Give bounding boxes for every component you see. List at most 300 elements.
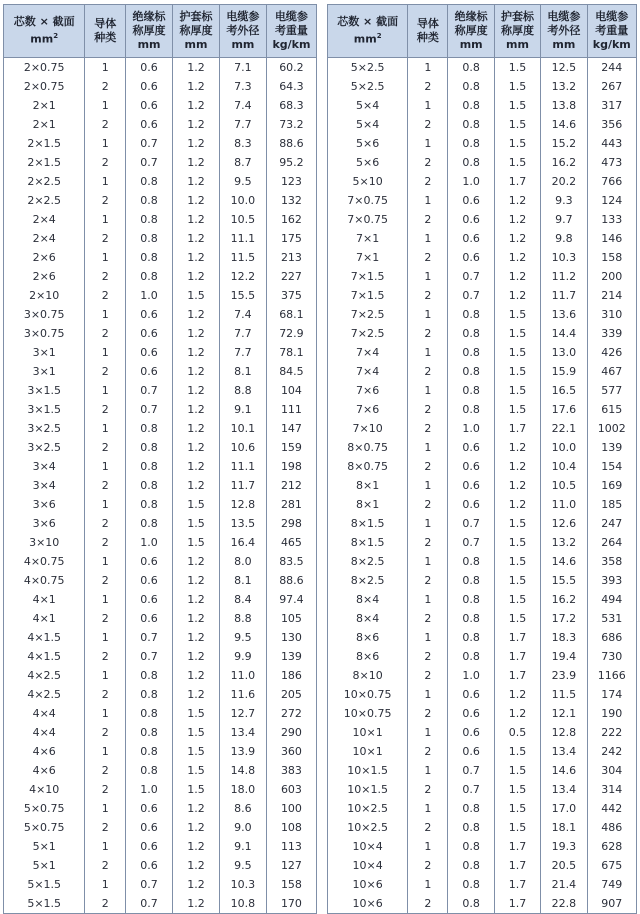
table-row bbox=[4, 96, 317, 115]
cell-spec: 5×1 bbox=[4, 837, 85, 856]
table-row bbox=[4, 514, 317, 533]
cell-weight: 730 bbox=[587, 647, 636, 666]
cell-outer-diameter: 13.0 bbox=[541, 343, 587, 362]
table-row bbox=[4, 343, 317, 362]
cell-insulation: 0.7 bbox=[448, 267, 494, 286]
cell-spec: 4×0.75 bbox=[4, 571, 85, 590]
cell-conductor-type: 2 bbox=[408, 457, 448, 476]
cell-conductor-type: 1 bbox=[408, 96, 448, 115]
cell-weight: 577 bbox=[587, 381, 636, 400]
cell-outer-diameter: 11.1 bbox=[219, 457, 266, 476]
cell-conductor-type: 2 bbox=[85, 324, 126, 343]
cell-outer-diameter: 16.2 bbox=[541, 153, 587, 172]
cell-conductor-type: 2 bbox=[85, 685, 126, 704]
cell-spec: 5×4 bbox=[328, 96, 408, 115]
cell-sheath: 1.2 bbox=[173, 476, 220, 495]
cell-sheath: 1.7 bbox=[494, 628, 540, 647]
cell-spec: 4×10 bbox=[4, 780, 85, 799]
cell-weight: 310 bbox=[587, 305, 636, 324]
cell-sheath: 1.2 bbox=[173, 609, 220, 628]
cell-sheath: 1.5 bbox=[494, 134, 540, 153]
cell-spec: 7×4 bbox=[328, 362, 408, 381]
cell-conductor-type: 1 bbox=[408, 514, 448, 533]
cell-outer-diameter: 7.7 bbox=[219, 115, 266, 134]
cell-sheath: 1.5 bbox=[494, 153, 540, 172]
cell-outer-diameter: 7.1 bbox=[219, 58, 266, 78]
cell-outer-diameter: 12.6 bbox=[541, 514, 587, 533]
cell-insulation: 1.0 bbox=[126, 286, 173, 305]
cell-sheath: 1.7 bbox=[494, 837, 540, 856]
cell-insulation: 0.7 bbox=[126, 153, 173, 172]
cell-sheath: 1.2 bbox=[173, 856, 220, 875]
cell-conductor-type: 2 bbox=[408, 894, 448, 914]
cell-outer-diameter: 14.6 bbox=[541, 552, 587, 571]
cell-spec: 8×1 bbox=[328, 495, 408, 514]
cell-insulation: 0.8 bbox=[126, 419, 173, 438]
cell-spec: 3×4 bbox=[4, 457, 85, 476]
cell-spec: 10×2.5 bbox=[328, 799, 408, 818]
cell-outer-diameter: 8.1 bbox=[219, 362, 266, 381]
table-row bbox=[4, 267, 317, 286]
cell-sheath: 1.2 bbox=[173, 191, 220, 210]
cell-sheath: 0.5 bbox=[494, 723, 540, 742]
cell-conductor-type: 2 bbox=[85, 438, 126, 457]
cell-sheath: 1.2 bbox=[173, 381, 220, 400]
cell-conductor-type: 1 bbox=[408, 685, 448, 704]
cell-sheath: 1.2 bbox=[494, 495, 540, 514]
cell-insulation: 0.8 bbox=[126, 191, 173, 210]
spec-table-left bbox=[3, 4, 317, 914]
header-conductor-type bbox=[85, 5, 126, 58]
cell-conductor-type: 1 bbox=[85, 628, 126, 647]
cell-spec: 10×2.5 bbox=[328, 818, 408, 837]
table-row bbox=[4, 875, 317, 894]
cell-spec: 4×2.5 bbox=[4, 685, 85, 704]
header-outer-diameter-unit: mm bbox=[231, 38, 255, 51]
cell-sheath: 1.2 bbox=[173, 305, 220, 324]
cell-sheath: 1.2 bbox=[173, 248, 220, 267]
cell-insulation: 0.8 bbox=[126, 229, 173, 248]
cell-spec: 7×6 bbox=[328, 400, 408, 419]
cell-sheath: 1.2 bbox=[173, 153, 220, 172]
cell-conductor-type: 2 bbox=[85, 761, 126, 780]
cell-insulation: 0.8 bbox=[126, 457, 173, 476]
cell-spec: 7×4 bbox=[328, 343, 408, 362]
cell-weight: 603 bbox=[266, 780, 316, 799]
cell-weight: 281 bbox=[266, 495, 316, 514]
cell-weight: 272 bbox=[266, 704, 316, 723]
cell-conductor-type: 1 bbox=[85, 704, 126, 723]
cell-insulation: 0.8 bbox=[448, 96, 494, 115]
cell-conductor-type: 1 bbox=[85, 58, 126, 78]
cell-weight: 139 bbox=[266, 647, 316, 666]
cell-outer-diameter: 11.7 bbox=[541, 286, 587, 305]
cell-sheath: 1.5 bbox=[494, 305, 540, 324]
cell-spec: 5×0.75 bbox=[4, 818, 85, 837]
cell-sheath: 1.2 bbox=[173, 894, 220, 914]
cell-spec: 4×1.5 bbox=[4, 647, 85, 666]
cell-spec: 8×1.5 bbox=[328, 533, 408, 552]
cell-spec: 2×0.75 bbox=[4, 77, 85, 96]
cell-insulation: 0.6 bbox=[126, 799, 173, 818]
cell-spec: 2×0.75 bbox=[4, 58, 85, 78]
cell-conductor-type: 2 bbox=[85, 115, 126, 134]
cell-insulation: 0.8 bbox=[448, 134, 494, 153]
cell-spec: 4×4 bbox=[4, 723, 85, 742]
cell-spec: 2×2.5 bbox=[4, 172, 85, 191]
cell-outer-diameter: 11.5 bbox=[541, 685, 587, 704]
header-spec bbox=[328, 5, 408, 58]
cell-weight: 73.2 bbox=[266, 115, 316, 134]
cell-outer-diameter: 10.1 bbox=[219, 419, 266, 438]
header-weight bbox=[266, 5, 316, 58]
cell-spec: 2×6 bbox=[4, 248, 85, 267]
cell-insulation: 0.6 bbox=[126, 58, 173, 78]
cell-conductor-type: 2 bbox=[85, 514, 126, 533]
cell-spec: 8×4 bbox=[328, 590, 408, 609]
table-row bbox=[328, 742, 637, 761]
table-row bbox=[4, 286, 317, 305]
table-row bbox=[4, 115, 317, 134]
header-spec-unit: $mm^2$ bbox=[353, 32, 382, 46]
cell-conductor-type: 2 bbox=[408, 780, 448, 799]
header-outer-diameter bbox=[219, 5, 266, 58]
cell-conductor-type: 1 bbox=[408, 875, 448, 894]
cell-insulation: 0.7 bbox=[126, 647, 173, 666]
table-row bbox=[328, 647, 637, 666]
header-weight-label: 电缆参考重量 bbox=[595, 10, 629, 37]
cell-spec: 4×2.5 bbox=[4, 666, 85, 685]
cell-spec: 5×1 bbox=[4, 856, 85, 875]
cell-insulation: 0.7 bbox=[126, 875, 173, 894]
header-insulation-unit: mm bbox=[137, 38, 161, 51]
cell-conductor-type: 1 bbox=[85, 210, 126, 229]
cell-conductor-type: 2 bbox=[85, 400, 126, 419]
table-row bbox=[328, 115, 637, 134]
cell-outer-diameter: 20.5 bbox=[541, 856, 587, 875]
table-row bbox=[328, 96, 637, 115]
table-row bbox=[4, 362, 317, 381]
cell-outer-diameter: 9.5 bbox=[219, 628, 266, 647]
cell-sheath: 1.2 bbox=[173, 571, 220, 590]
table-row bbox=[328, 628, 637, 647]
cell-weight: 190 bbox=[587, 704, 636, 723]
cell-sheath: 1.2 bbox=[173, 96, 220, 115]
cell-sheath: 1.5 bbox=[494, 343, 540, 362]
cell-weight: 290 bbox=[266, 723, 316, 742]
cell-outer-diameter: 13.4 bbox=[541, 742, 587, 761]
cell-weight: 100 bbox=[266, 799, 316, 818]
cell-outer-diameter: 9.9 bbox=[219, 647, 266, 666]
table-row bbox=[328, 761, 637, 780]
table-row bbox=[328, 134, 637, 153]
cell-conductor-type: 1 bbox=[85, 799, 126, 818]
cell-conductor-type: 2 bbox=[408, 286, 448, 305]
cell-weight: 139 bbox=[587, 438, 636, 457]
cell-spec: 10×1 bbox=[328, 742, 408, 761]
cell-insulation: 0.8 bbox=[126, 685, 173, 704]
cell-weight: 615 bbox=[587, 400, 636, 419]
cell-outer-diameter: 10.3 bbox=[541, 248, 587, 267]
cell-conductor-type: 1 bbox=[85, 495, 126, 514]
cell-outer-diameter: 8.8 bbox=[219, 609, 266, 628]
cell-spec: 2×6 bbox=[4, 267, 85, 286]
table-row bbox=[328, 799, 637, 818]
cell-conductor-type: 2 bbox=[408, 704, 448, 723]
cell-outer-diameter: 15.9 bbox=[541, 362, 587, 381]
table-row bbox=[328, 77, 637, 96]
cell-weight: 78.1 bbox=[266, 343, 316, 362]
spec-table-body-right bbox=[328, 58, 637, 914]
cell-sheath: 1.5 bbox=[494, 514, 540, 533]
header-conductor-type-label: 导体种类 bbox=[94, 17, 117, 44]
table-row bbox=[328, 324, 637, 343]
cell-weight: 205 bbox=[266, 685, 316, 704]
cell-insulation: 0.6 bbox=[126, 77, 173, 96]
cell-spec: 7×1.5 bbox=[328, 286, 408, 305]
cell-conductor-type: 2 bbox=[85, 647, 126, 666]
cell-conductor-type: 2 bbox=[408, 818, 448, 837]
cell-sheath: 1.5 bbox=[494, 324, 540, 343]
cell-spec: 7×0.75 bbox=[328, 191, 408, 210]
cell-outer-diameter: 18.0 bbox=[219, 780, 266, 799]
cell-spec: 7×1 bbox=[328, 248, 408, 267]
cell-insulation: 0.8 bbox=[448, 153, 494, 172]
table-row bbox=[328, 495, 637, 514]
cell-conductor-type: 1 bbox=[85, 305, 126, 324]
cell-weight: 95.2 bbox=[266, 153, 316, 172]
table-row bbox=[4, 704, 317, 723]
cell-insulation: 0.8 bbox=[448, 837, 494, 856]
cell-sheath: 1.5 bbox=[494, 58, 540, 78]
cell-sheath: 1.2 bbox=[173, 134, 220, 153]
cell-insulation: 0.7 bbox=[126, 134, 173, 153]
header-weight bbox=[587, 5, 636, 58]
cell-spec: 3×10 bbox=[4, 533, 85, 552]
cell-spec: 2×1 bbox=[4, 96, 85, 115]
table-row bbox=[4, 761, 317, 780]
cell-conductor-type: 1 bbox=[408, 134, 448, 153]
cell-insulation: 0.7 bbox=[126, 628, 173, 647]
cell-conductor-type: 2 bbox=[408, 324, 448, 343]
cell-insulation: 0.7 bbox=[126, 894, 173, 914]
cell-conductor-type: 2 bbox=[85, 723, 126, 742]
cell-outer-diameter: 18.3 bbox=[541, 628, 587, 647]
cell-sheath: 1.2 bbox=[173, 837, 220, 856]
cell-weight: 227 bbox=[266, 267, 316, 286]
cell-weight: 127 bbox=[266, 856, 316, 875]
table-row bbox=[328, 400, 637, 419]
cell-weight: 393 bbox=[587, 571, 636, 590]
cell-insulation: 0.6 bbox=[448, 210, 494, 229]
cell-conductor-type: 1 bbox=[408, 590, 448, 609]
cell-sheath: 1.5 bbox=[494, 552, 540, 571]
cell-spec: 7×0.75 bbox=[328, 210, 408, 229]
cell-outer-diameter: 9.7 bbox=[541, 210, 587, 229]
cell-conductor-type: 1 bbox=[408, 761, 448, 780]
cell-insulation: 0.8 bbox=[126, 761, 173, 780]
header-conductor-type bbox=[408, 5, 448, 58]
cell-outer-diameter: 16.4 bbox=[219, 533, 266, 552]
cell-sheath: 1.2 bbox=[494, 438, 540, 457]
cell-insulation: 0.6 bbox=[126, 305, 173, 324]
cell-insulation: 0.8 bbox=[448, 324, 494, 343]
cell-weight: 486 bbox=[587, 818, 636, 837]
cell-spec: 10×4 bbox=[328, 837, 408, 856]
cell-outer-diameter: 14.4 bbox=[541, 324, 587, 343]
cell-weight: 68.1 bbox=[266, 305, 316, 324]
cell-spec: 5×6 bbox=[328, 134, 408, 153]
cell-outer-diameter: 10.0 bbox=[219, 191, 266, 210]
cell-spec: 8×10 bbox=[328, 666, 408, 685]
cell-weight: 766 bbox=[587, 172, 636, 191]
cell-spec: 8×4 bbox=[328, 609, 408, 628]
cell-insulation: 0.8 bbox=[126, 742, 173, 761]
cell-weight: 162 bbox=[266, 210, 316, 229]
cell-outer-diameter: 13.2 bbox=[541, 77, 587, 96]
cell-sheath: 1.2 bbox=[173, 818, 220, 837]
cell-insulation: 0.8 bbox=[448, 894, 494, 914]
cell-insulation: 0.8 bbox=[448, 381, 494, 400]
cell-outer-diameter: 11.5 bbox=[219, 248, 266, 267]
cell-outer-diameter: 9.1 bbox=[219, 400, 266, 419]
cell-spec: 2×4 bbox=[4, 210, 85, 229]
cell-sheath: 1.2 bbox=[173, 210, 220, 229]
cell-sheath: 1.5 bbox=[173, 286, 220, 305]
cell-spec: 7×1 bbox=[328, 229, 408, 248]
cell-spec: 10×6 bbox=[328, 875, 408, 894]
cell-spec: 10×0.75 bbox=[328, 704, 408, 723]
cell-sheath: 1.5 bbox=[494, 571, 540, 590]
cell-conductor-type: 2 bbox=[408, 172, 448, 191]
table-row bbox=[4, 894, 317, 914]
table-row bbox=[4, 58, 317, 78]
cell-spec: 4×1 bbox=[4, 590, 85, 609]
cell-spec: 4×0.75 bbox=[4, 552, 85, 571]
cell-weight: 1002 bbox=[587, 419, 636, 438]
header-insulation-label: 绝缘标称厚度 bbox=[454, 10, 488, 37]
cell-conductor-type: 1 bbox=[408, 229, 448, 248]
cell-spec: 8×1.5 bbox=[328, 514, 408, 533]
cell-outer-diameter: 12.5 bbox=[541, 58, 587, 78]
cell-weight: 185 bbox=[587, 495, 636, 514]
cell-weight: 123 bbox=[266, 172, 316, 191]
cell-outer-diameter: 12.2 bbox=[219, 267, 266, 286]
table-row bbox=[4, 419, 317, 438]
cell-conductor-type: 2 bbox=[408, 248, 448, 267]
cell-weight: 124 bbox=[587, 191, 636, 210]
table-row bbox=[328, 533, 637, 552]
header-outer-diameter-label: 电缆参考外径 bbox=[226, 10, 260, 37]
cell-insulation: 0.6 bbox=[448, 248, 494, 267]
cell-outer-diameter: 10.3 bbox=[219, 875, 266, 894]
cell-sheath: 1.5 bbox=[173, 780, 220, 799]
cell-weight: 304 bbox=[587, 761, 636, 780]
cell-spec: 5×2.5 bbox=[328, 77, 408, 96]
cell-weight: 88.6 bbox=[266, 134, 316, 153]
cell-sheath: 1.2 bbox=[173, 438, 220, 457]
table-row bbox=[328, 58, 637, 78]
table-row bbox=[4, 571, 317, 590]
cell-sheath: 1.5 bbox=[173, 742, 220, 761]
cell-weight: 169 bbox=[587, 476, 636, 495]
cell-insulation: 0.8 bbox=[126, 172, 173, 191]
cell-insulation: 0.8 bbox=[126, 476, 173, 495]
cell-sheath: 1.2 bbox=[173, 628, 220, 647]
cell-conductor-type: 2 bbox=[85, 476, 126, 495]
table-row bbox=[4, 153, 317, 172]
cell-insulation: 0.6 bbox=[126, 343, 173, 362]
cell-weight: 247 bbox=[587, 514, 636, 533]
cell-weight: 113 bbox=[266, 837, 316, 856]
cell-insulation: 1.0 bbox=[126, 533, 173, 552]
cell-spec: 5×2.5 bbox=[328, 58, 408, 78]
table-row bbox=[4, 552, 317, 571]
cell-spec: 8×6 bbox=[328, 647, 408, 666]
cell-conductor-type: 2 bbox=[85, 818, 126, 837]
cell-outer-diameter: 7.4 bbox=[219, 96, 266, 115]
cell-insulation: 0.8 bbox=[448, 77, 494, 96]
cell-weight: 298 bbox=[266, 514, 316, 533]
cell-sheath: 1.2 bbox=[173, 172, 220, 191]
cell-conductor-type: 1 bbox=[408, 799, 448, 818]
cell-weight: 383 bbox=[266, 761, 316, 780]
cell-sheath: 1.7 bbox=[494, 647, 540, 666]
cell-outer-diameter: 13.5 bbox=[219, 514, 266, 533]
cell-weight: 242 bbox=[587, 742, 636, 761]
cell-sheath: 1.2 bbox=[173, 590, 220, 609]
cell-conductor-type: 2 bbox=[85, 77, 126, 96]
cell-insulation: 0.8 bbox=[448, 647, 494, 666]
table-row bbox=[328, 590, 637, 609]
cell-outer-diameter: 8.1 bbox=[219, 571, 266, 590]
cell-sheath: 1.2 bbox=[173, 457, 220, 476]
cell-weight: 264 bbox=[587, 533, 636, 552]
spec-table-right bbox=[327, 4, 637, 914]
cell-outer-diameter: 11.7 bbox=[219, 476, 266, 495]
cell-weight: 213 bbox=[266, 248, 316, 267]
header-conductor-type-label: 导体种类 bbox=[416, 17, 439, 44]
spec-table-header bbox=[328, 5, 637, 58]
cell-weight: 212 bbox=[266, 476, 316, 495]
header-outer-diameter-label: 电缆参考外径 bbox=[547, 10, 581, 37]
table-row bbox=[328, 837, 637, 856]
cell-conductor-type: 1 bbox=[85, 875, 126, 894]
cell-insulation: 0.7 bbox=[448, 514, 494, 533]
cell-outer-diameter: 14.8 bbox=[219, 761, 266, 780]
cell-sheath: 1.5 bbox=[173, 723, 220, 742]
cell-conductor-type: 2 bbox=[408, 115, 448, 134]
cell-spec: 5×1.5 bbox=[4, 875, 85, 894]
cell-sheath: 1.2 bbox=[494, 704, 540, 723]
table-row bbox=[4, 324, 317, 343]
header-spec-label: 芯数 × 截面 bbox=[13, 15, 75, 29]
cell-conductor-type: 1 bbox=[408, 628, 448, 647]
cell-insulation: 0.7 bbox=[126, 400, 173, 419]
cell-sheath: 1.5 bbox=[173, 761, 220, 780]
table-row bbox=[328, 875, 637, 894]
cell-conductor-type: 1 bbox=[85, 134, 126, 153]
table-row bbox=[4, 685, 317, 704]
cell-conductor-type: 1 bbox=[85, 248, 126, 267]
cell-conductor-type: 1 bbox=[408, 381, 448, 400]
table-row bbox=[4, 856, 317, 875]
table-row bbox=[4, 495, 317, 514]
cell-outer-diameter: 11.1 bbox=[219, 229, 266, 248]
cell-outer-diameter: 9.1 bbox=[219, 837, 266, 856]
cell-spec: 4×1 bbox=[4, 609, 85, 628]
cell-outer-diameter: 22.1 bbox=[541, 419, 587, 438]
